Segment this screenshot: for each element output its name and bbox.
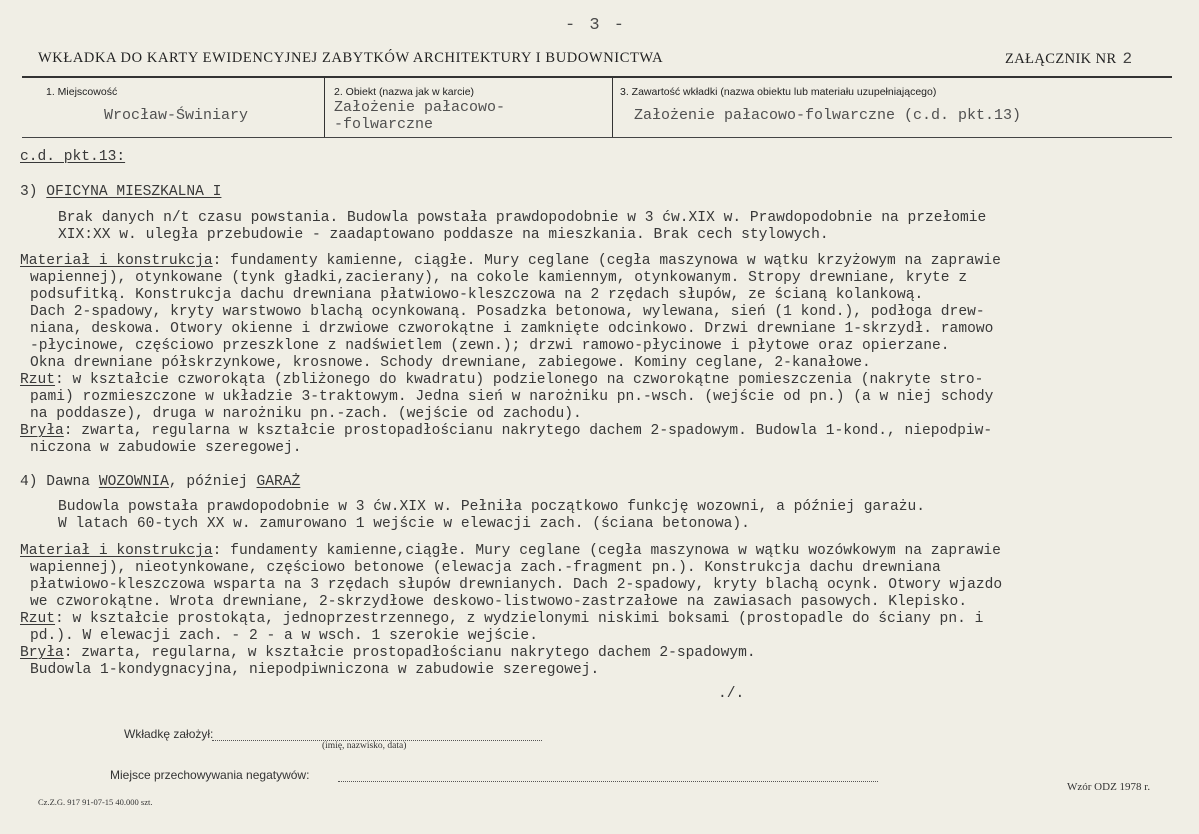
- massing-label: Bryła: [20, 645, 64, 661]
- section-3-material-line: niana, deskowa. Otwory okienne i drzwiowe czworokątne i zamknięte odcinkowo. Drzwi drewniane 1-skrzydł. ramowo: [30, 321, 994, 337]
- section-3-material-line: Dach 2-spadowy, kryty warstwowo blachą ocynkowaną. Posadzka betonowa, wylewana, sień (1 kond.), podłoga drew-: [30, 304, 985, 320]
- massing-label: Bryła: [20, 423, 64, 439]
- print-info: Cz.Z.G. 917 91-07-15 40.000 szt.: [38, 797, 153, 807]
- form-title: WKŁADKA DO KARTY EWIDENCYJNEJ ZABYTKÓW ARCHITEKTURY I BUDOWNICTWA: [38, 50, 664, 66]
- section-3-material-line: wapiennej), otynkowane (tynk gładki,zacierany), na cokole kamiennym, otynkowanym. Stropy drewniane, kryte z: [30, 270, 968, 286]
- field-divider-2: [612, 78, 613, 137]
- section-4-plan-line: pd.). W elewacji zach. - 2 - a w wsch. 1 szerokie wejście.: [30, 628, 538, 644]
- section-4-massing-line: Bryła: zwarta, regularna, w kształcie prostopadłościanu nakrytego dachem 2-spadowym.: [20, 645, 756, 661]
- section-3-material-line: Okna drewniane półskrzynkowe, krosnowe. Schody drewniane, zabiegowe. Kominy ceglane, 2-kanałowe.: [30, 355, 871, 371]
- section-3-heading: 3) OFICYNA MIESZKALNA I: [20, 184, 222, 200]
- attachment-number: 2: [1122, 50, 1133, 68]
- insert-content-label: 3. Zawartość wkładki (nazwa obiektu lub materiału uzupełniającego): [620, 86, 937, 98]
- section-4-material-line: Materiał i konstrukcja: fundamenty kamienne,ciągłe. Mury ceglane (cegła maszynowa w wątku wozówkowym na zaprawie: [20, 543, 1001, 559]
- attachment-label: ZAŁĄCZNIK NR: [1005, 51, 1117, 67]
- attachment-number-field: [1005, 50, 1133, 68]
- section-4-material-line: we czworokątne. Wrota drewniane, 2-skrzydłowe deskowo-listwowo-zastrzałowe na zawiasach pasowych. Klepisko.: [30, 594, 968, 610]
- header-bottom-rule: [22, 137, 1172, 138]
- section-3-massing-line: Bryła: zwarta, regularna w kształcie prostopadłościanu nakrytego dachem 2-spadowym. Budowla 1-kond., niepodpiw-: [20, 423, 993, 439]
- locality-label: 1. Miejscowość: [46, 86, 118, 98]
- section-4-paragraph-line: W latach 60-tych XX w. zamurowano 1 wejście w elewacji zach. (ściana betonowa).: [58, 516, 750, 532]
- section-4-plan-line: Rzut: w kształcie prostokąta, jednoprzestrzennego, z wydzielonymi niskimi boksami (prostopadle do ściany pn. i: [20, 611, 984, 627]
- object-value-line2: -folwarczne: [334, 116, 434, 133]
- insert-content-value: Założenie pałacowo-folwarczne (c.d. pkt.13): [634, 107, 1022, 124]
- section-4-heading: 4) Dawna WOZOWNIA, później GARAŻ: [20, 474, 301, 490]
- locality-value: Wrocław-Świniary: [104, 107, 249, 124]
- section-3-material-line: Materiał i konstrukcja: fundamenty kamienne, ciągłe. Mury ceglane (cegła maszynowa w wątku krzyżowym na zaprawie: [20, 253, 1001, 269]
- page-number: - 3 -: [565, 16, 627, 35]
- negatives-line: [338, 781, 878, 782]
- object-label: 2. Obiekt (nazwa jak w karcie): [334, 86, 475, 98]
- section-3-material-line: -płycinowe, częściowo przeszklone z nadświetlem (zewn.); drzwi ramowo-płycinowe i płytowe oraz opierzane.: [30, 338, 950, 354]
- continuation-heading: c.d. pkt.13:: [20, 149, 126, 165]
- form-template-id: Wzór ODZ 1978 r.: [1067, 781, 1151, 793]
- negatives-label: Miejsce przechowywania negatywów:: [110, 768, 310, 782]
- material-label: Materiał i konstrukcja: [20, 253, 213, 269]
- section-3-material-line: podsufitką. Konstrukcja dachu drewniana płatwiowo-kleszczowa na 2 rzędach słupów, ze ścianą kolankową.: [30, 287, 924, 303]
- section-3-massing-line: niczona w zabudowie szeregowej.: [30, 440, 302, 456]
- section-4-title-wozownia: WOZOWNIA: [98, 474, 169, 490]
- section-3-plan-line: na poddasze), druga w narożniku pn.-zach. (wejście od zachodu).: [30, 406, 582, 422]
- section-3-plan-line: pami) rozmieszczone w układzie 3-traktowym. Jedna sień w narożniku pn.-wsch. (wejście od pn.) (a w niej schody: [30, 389, 994, 405]
- founder-label: Wkładkę założył:: [124, 727, 214, 741]
- section-4-title-garaz: GARAŻ: [256, 474, 301, 490]
- section-3-paragraph-line: Brak danych n/t czasu powstania. Budowla powstała prawdopodobnie w 3 ćw.XIX w. Prawdopodobnie na przełomie: [58, 210, 987, 226]
- section-4-massing-line: Budowla 1-kondygnacyjna, niepodpiwniczona w zabudowie szeregowej.: [30, 662, 600, 678]
- section-4-material-line: płatwiowo-kleszczowa wsparta na 3 rzędach słupów drewnianych. Dach 2-spadowy, kryty blachą ocynk. Otwory wjazdo: [30, 577, 1003, 593]
- founder-hint: (imię, nazwisko, data): [322, 741, 407, 751]
- section-4-material-line: wapiennej), nieotynkowane, częściowo betonowe (elewacja zach.-fragment pn.). Konstrukcja dachu drewniana: [30, 560, 941, 576]
- field-divider-1: [324, 78, 325, 137]
- section-4-paragraph-line: Budowla powstała prawdopodobnie w 3 ćw.XIX w. Pełniła początkowo funkcję wozowni, a później garażu.: [58, 499, 926, 515]
- plan-label: Rzut: [20, 611, 56, 627]
- end-mark: ./.: [718, 686, 745, 702]
- section-3-plan-line: Rzut: w kształcie czworokąta (zbliżonego do kwadratu) podzielonego na czworokątne pomieszczenia (nakryte stro-: [20, 372, 984, 388]
- section-3-title: OFICYNA MIESZKALNA I: [46, 184, 222, 200]
- header-top-rule: [22, 76, 1172, 78]
- plan-label: Rzut: [20, 372, 56, 388]
- object-value-line1: Założenie pałacowo-: [334, 99, 506, 116]
- material-label: Materiał i konstrukcja: [20, 543, 213, 559]
- section-3-paragraph-line: XIX:XX w. uległa przebudowie - zaadaptowano poddasze na mieszkania. Brak cech stylowych.: [58, 227, 829, 243]
